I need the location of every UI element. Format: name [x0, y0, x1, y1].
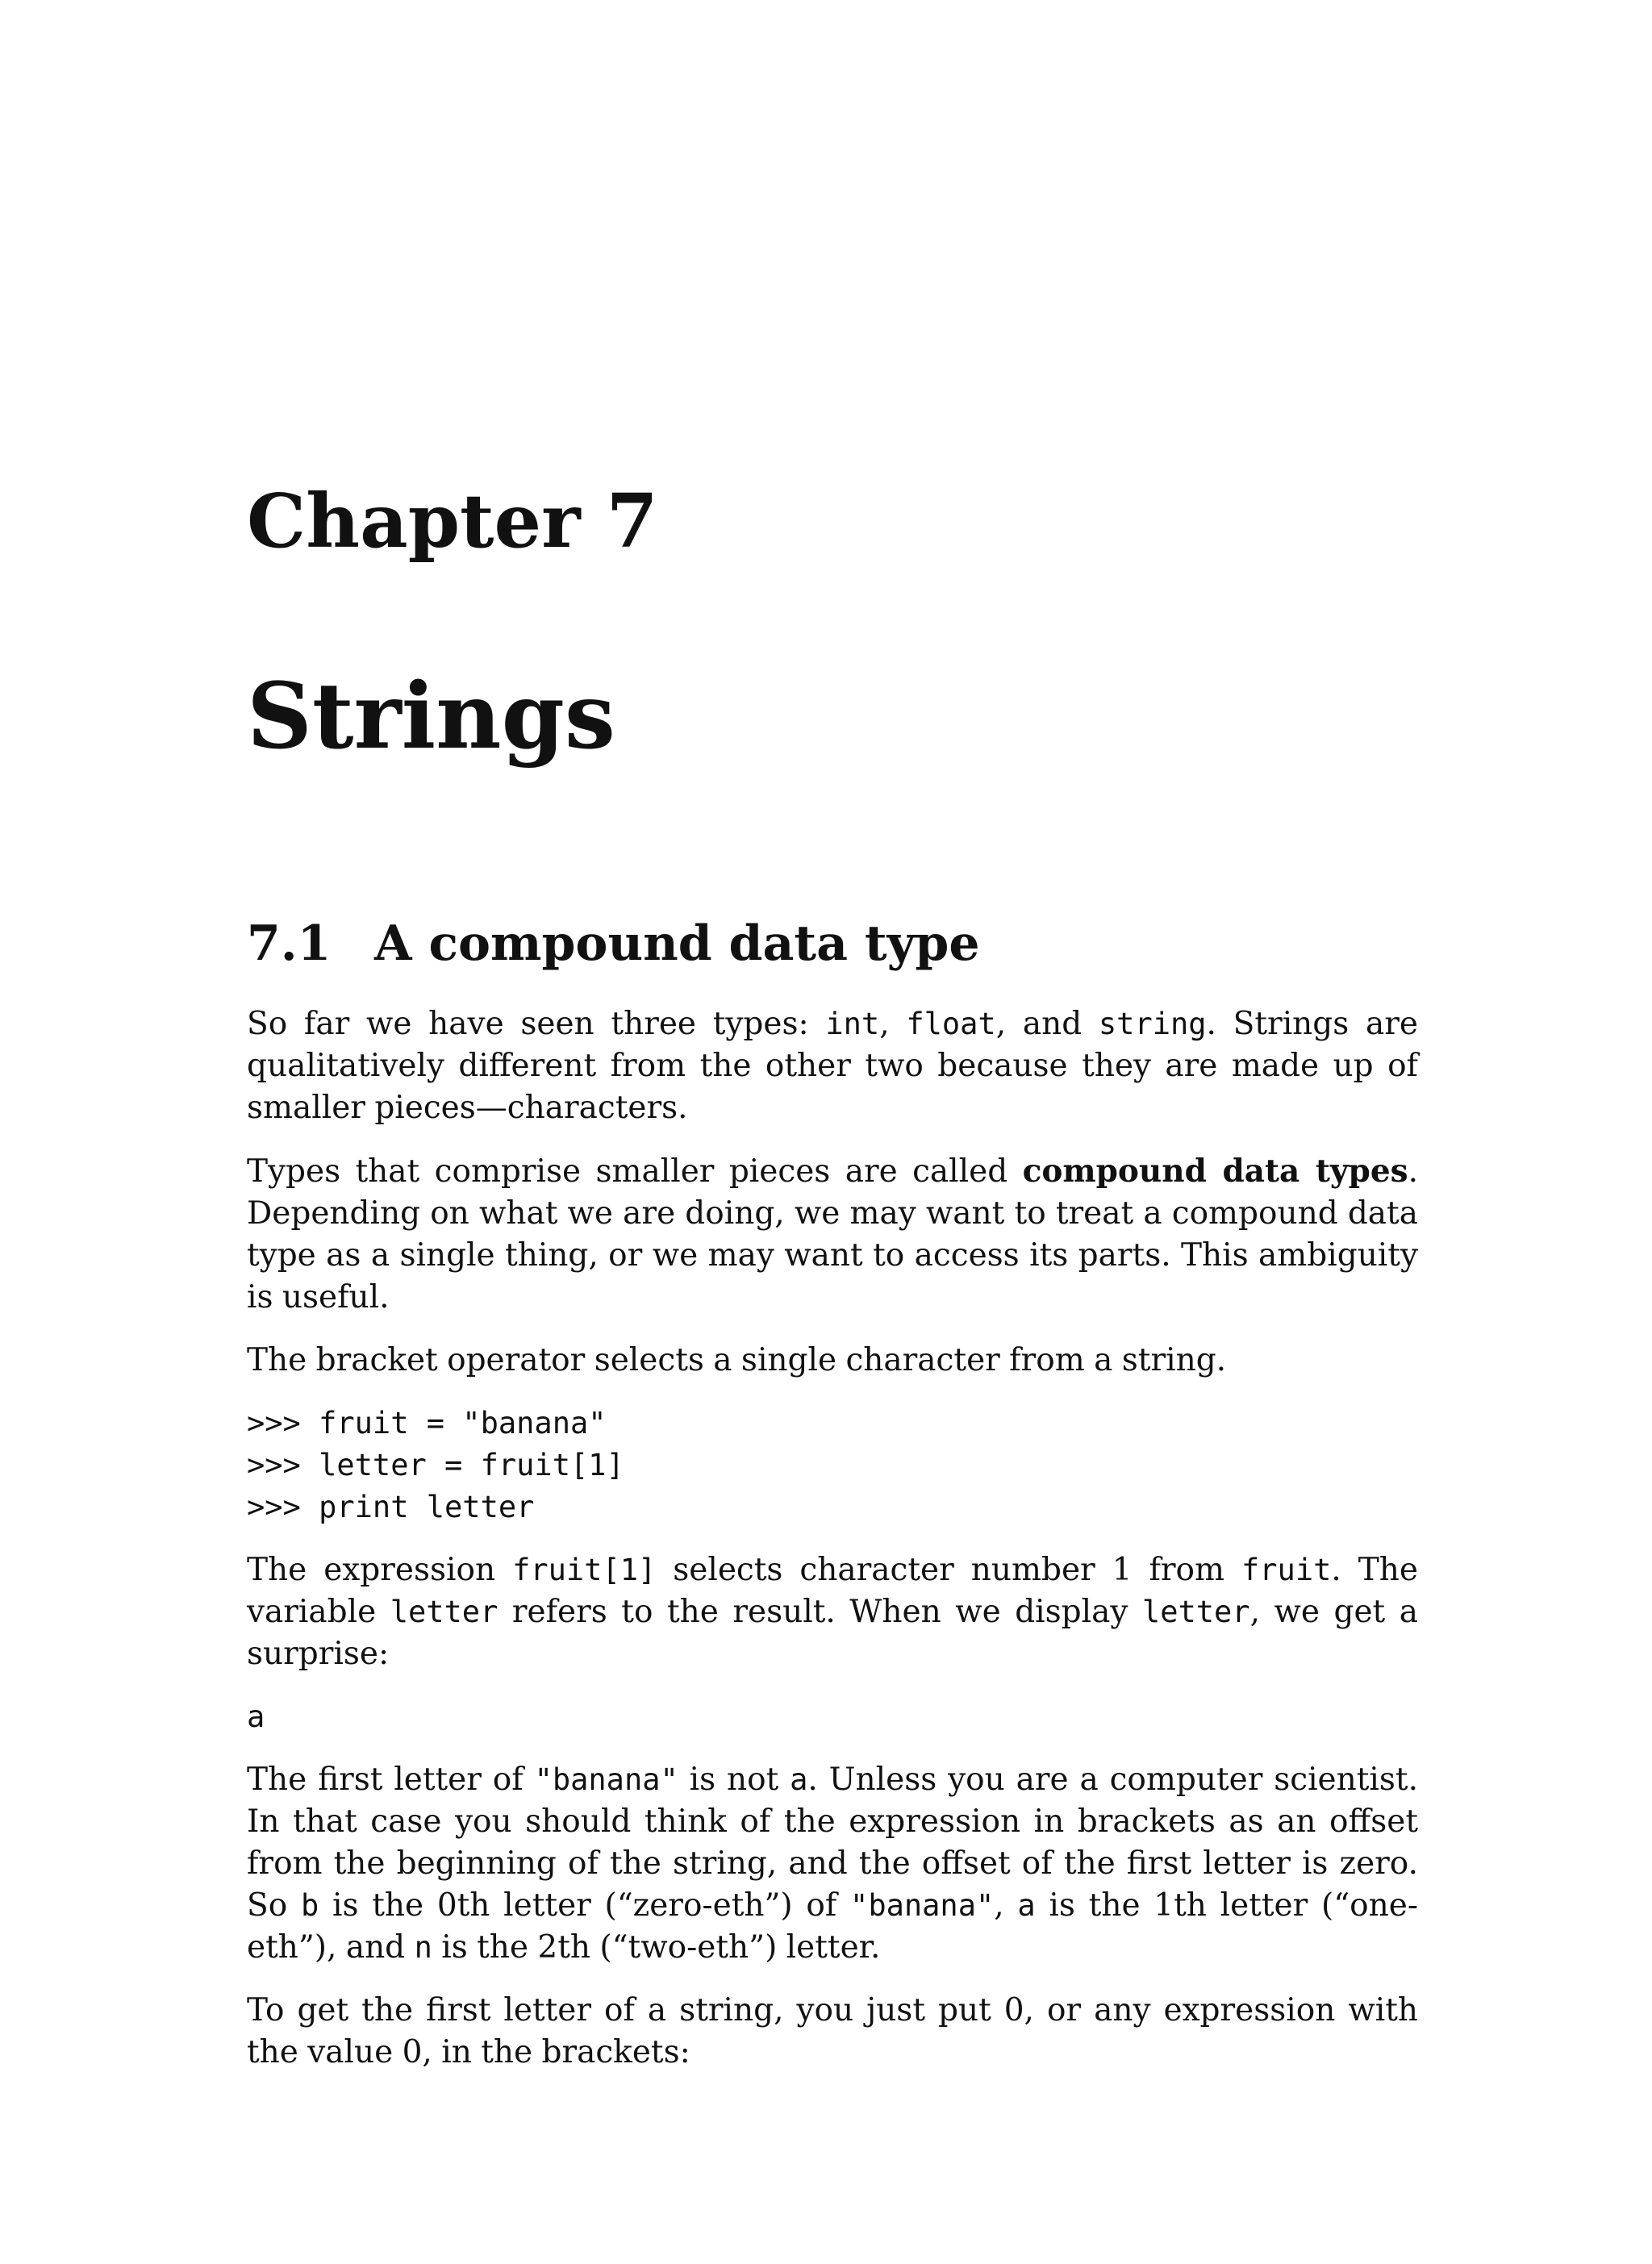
text-run: , we get a surprise:	[247, 1594, 1418, 1672]
bold-term: compound data types	[1022, 1153, 1408, 1190]
inline-code: a	[1017, 1888, 1036, 1923]
text-run: The bracket operator selects a single character from a string.	[247, 1342, 1227, 1378]
chapter-label: Chapter 7	[247, 477, 658, 565]
text-run: To get the first letter of a string, you just put 0, or any expression with the value 0, in the brackets:	[247, 1992, 1418, 2070]
inline-code: letter	[1141, 1595, 1250, 1629]
inline-code: fruit[1]	[512, 1553, 657, 1587]
inline-code: letter	[390, 1595, 499, 1629]
text-run: . Unless you are a computer scientist. In that case you should think of the expression in brackets as an offset from the beginning of the string, and the offset of the first letter is zero. So	[247, 1762, 1418, 1924]
text-run: Types that comprise smaller pieces are called	[247, 1153, 1023, 1190]
text-run: . Depending on what we are doing, we may want to treat a compound data type as a single thing, or we may want to access its parts. This ambiguity is useful.	[247, 1153, 1419, 1315]
inline-code: n	[414, 1930, 432, 1965]
paragraph-compound-types	[247, 1150, 1418, 1319]
inline-code: fruit	[1241, 1553, 1332, 1587]
chapter-content	[247, 915, 1419, 2095]
section-title: A compound data type	[374, 915, 980, 972]
paragraph-first-letter	[247, 1759, 1418, 1969]
text-run: is not	[678, 1762, 791, 1798]
text-run: is the 0th letter (“zero-eth”) of	[319, 1887, 851, 1924]
output-line: a	[247, 1699, 265, 1734]
text-run: refers to the result. When we display	[498, 1594, 1142, 1630]
text-run: selects character number 1 from	[656, 1552, 1241, 1588]
inline-code: int	[825, 1007, 880, 1041]
text-run: The expression	[247, 1552, 513, 1588]
text-run: is the 2th (“two-eth”) letter.	[432, 1929, 881, 1966]
text-run: , and	[995, 1006, 1099, 1042]
text-run: ,	[994, 1887, 1018, 1924]
inline-code: "banana"	[850, 1888, 995, 1923]
code-block-fruit	[247, 1403, 1418, 1528]
inline-code: float	[906, 1007, 996, 1041]
text-run: . Strings are qualitatively different from the other two because they are made up of smaller pieces—characters.	[247, 1006, 1418, 1126]
chapter-title: Strings	[247, 664, 615, 769]
text-run: So far we have seen three types:	[247, 1006, 826, 1042]
inline-code: b	[300, 1888, 319, 1923]
section-heading	[247, 915, 1418, 972]
inline-code: "banana"	[534, 1762, 678, 1797]
inline-code: string	[1098, 1007, 1207, 1041]
inline-code: a	[790, 1762, 808, 1797]
text-run: ,	[879, 1006, 907, 1042]
page	[247, 0, 1418, 2264]
code-line: >>> letter = fruit[1]	[247, 1448, 624, 1482]
code-line: >>> fruit = "banana"	[247, 1406, 607, 1441]
text-run: The first letter of	[247, 1762, 535, 1798]
text-run: . The variable	[247, 1552, 1418, 1630]
paragraph-expression	[247, 1549, 1418, 1675]
code-line: >>> print letter	[247, 1490, 535, 1524]
text-run: is the 1th letter (“one-eth”), and	[247, 1887, 1418, 1966]
paragraph-types-intro	[247, 1003, 1418, 1129]
code-output	[247, 1696, 1418, 1738]
section-number: 7.1	[247, 915, 332, 972]
paragraph-get-first-letter	[247, 1990, 1418, 2074]
paragraph-bracket-operator	[247, 1340, 1418, 1382]
